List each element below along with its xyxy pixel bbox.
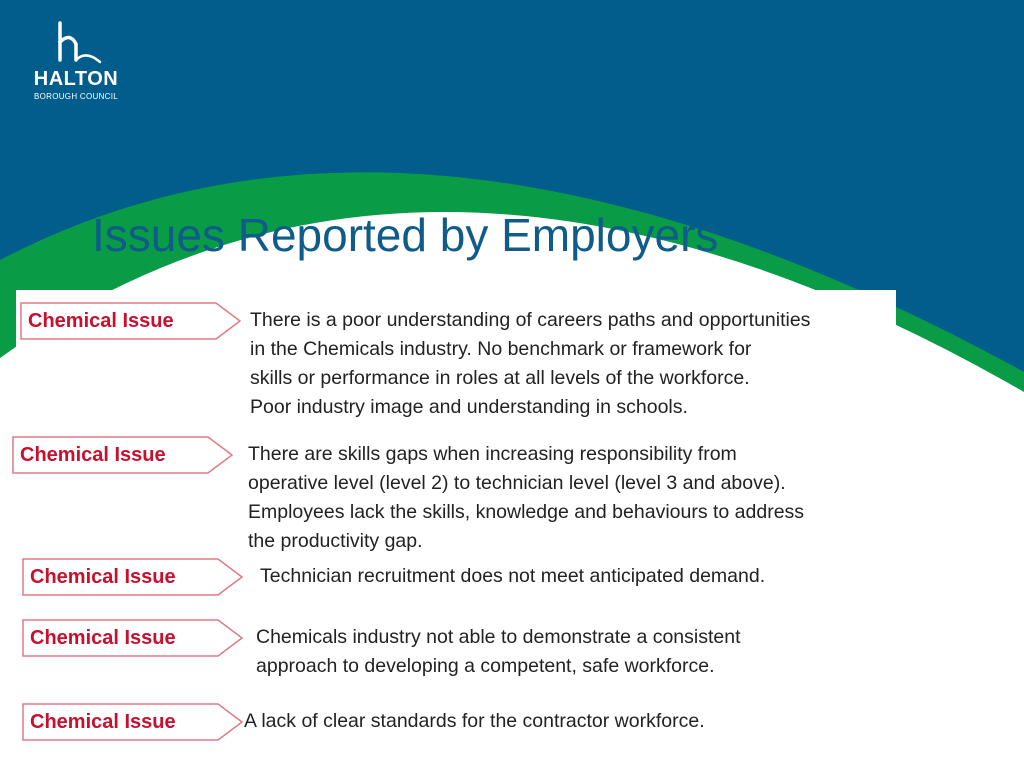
issue-description bbox=[250, 306, 810, 422]
issues-panel bbox=[16, 290, 896, 768]
issue-description bbox=[248, 440, 804, 556]
issue-tag-label: Chemical Issue bbox=[28, 310, 174, 332]
issue-text-line: There are skills gaps when increasing responsibility from bbox=[248, 443, 737, 465]
issue-tag-label: Chemical Issue bbox=[20, 444, 166, 466]
logo-name: HALTON bbox=[33, 68, 119, 90]
issue-tag-label: Chemical Issue bbox=[30, 711, 176, 733]
page-title: Issues Reported by Employers bbox=[92, 209, 719, 261]
issue-text-line: Technician recruitment does not meet anticipated demand. bbox=[260, 565, 766, 587]
issue-text-line: skills or performance in roles at all levels of the workforce. bbox=[250, 367, 750, 389]
issue-description bbox=[256, 623, 741, 681]
issue-tag bbox=[22, 558, 244, 596]
logo-subtitle: BOROUGH COUNCIL bbox=[33, 92, 119, 101]
issue-tag bbox=[22, 619, 244, 657]
issue-text-line: approach to developing a competent, safe workforce. bbox=[256, 655, 715, 677]
issue-text-line: Poor industry image and understanding in schools. bbox=[250, 396, 688, 418]
issue-text-line: operative level (level 2) to technician level (level 3 and above). bbox=[248, 472, 786, 494]
issue-text-line: There is a poor understanding of careers paths and opportunities bbox=[250, 309, 811, 331]
issue-text-line: in the Chemicals industry. No benchmark or framework for bbox=[250, 338, 752, 360]
issue-text-line: A lack of clear standards for the contractor workforce. bbox=[244, 710, 705, 732]
issue-tag-label: Chemical Issue bbox=[30, 627, 176, 649]
issue-text-line: Chemicals industry not able to demonstrate a consistent bbox=[256, 626, 741, 648]
issue-description bbox=[260, 562, 765, 591]
issue-text-line: the productivity gap. bbox=[248, 530, 423, 552]
issue-tag bbox=[20, 302, 242, 340]
issue-description bbox=[244, 707, 705, 736]
halton-logo bbox=[22, 20, 130, 110]
halton-h-icon bbox=[22, 20, 130, 68]
issue-tag-label: Chemical Issue bbox=[30, 566, 176, 588]
issue-tag bbox=[12, 436, 234, 474]
issue-tag bbox=[22, 703, 244, 741]
issue-text-line: Employees lack the skills, knowledge and behaviours to address bbox=[248, 501, 805, 523]
